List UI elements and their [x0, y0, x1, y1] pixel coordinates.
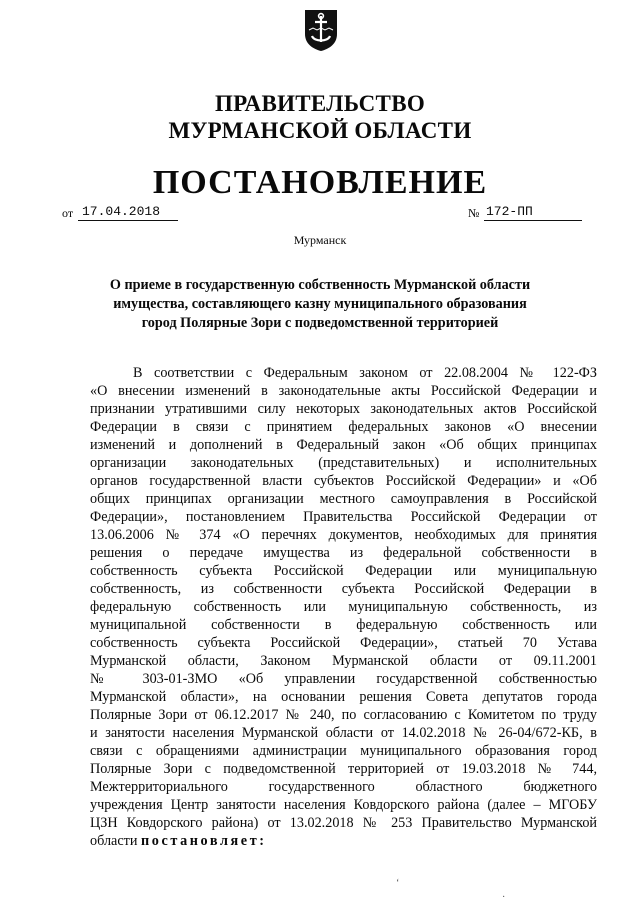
scan-speck: ‘: [396, 878, 400, 889]
body-line: федеральную собственность или муниципальную собственность, из: [90, 599, 597, 615]
closing-prefix: области: [90, 833, 141, 849]
coat-of-arms-icon: [303, 8, 339, 52]
subject-line: О приеме в государственную собственность Мурманской области: [109, 277, 531, 293]
document-type-title: ПОСТАНОВЛЕНИЕ: [152, 164, 488, 201]
body-line: ЦЗН Ковдорского района) от 13.02.2018 № 253 Правительство Мурманской: [90, 815, 597, 831]
body-line: органов государственной власти субъектов Российской Федерации» и «Об: [90, 473, 597, 489]
document-number: 172-ПП: [484, 204, 582, 221]
body-line: Полярные Зори с подведомственной территорией от 19.03.2018 № 744,: [90, 761, 597, 777]
body-line: муниципальной собственности в федеральную собственность или: [90, 617, 597, 633]
org-name-line2: МУРМАНСКОЙ ОБЛАСТИ: [168, 118, 472, 143]
body-line: Федерации в связи с принятием федеральных законов «О внесении: [90, 419, 597, 435]
body-line: 13.06.2006 № 374 «О перечнях документов, необходимых для принятия: [90, 527, 597, 543]
number-prefix: №: [468, 206, 480, 220]
body-line: связи с обращениями администрации муниципального образования город: [90, 743, 597, 759]
body-line: № 303-01-ЗМО «Об управлении государственной собственностью: [90, 671, 597, 687]
body-line: общих принципах организации местного самоуправления в Российской: [90, 491, 597, 507]
body-line: и занятости населения Мурманской области от 14.02.2018 № 26-04/672-КБ, в: [90, 725, 597, 741]
body-line: «О внесении изменений в законодательные акты Российской Федерации и: [90, 383, 597, 399]
date-prefix: от: [62, 206, 74, 220]
body-line: Межтерриториального государственного областного бюджетного: [90, 779, 597, 795]
scan-speck: ·: [502, 892, 506, 903]
org-name-line1: ПРАВИТЕЛЬСТВО: [214, 91, 426, 116]
body-line: собственность субъекта Российской Федерации или муниципальную: [90, 563, 597, 579]
body-line: собственность, из собственности субъекта Российской Федерации в: [90, 581, 597, 597]
document-date: 17.04.2018: [78, 204, 178, 221]
body-line: Мурманской области», на основании решения Совета депутатов города: [90, 689, 597, 705]
body-line: решения о передаче имущества из федеральной собственности в: [90, 545, 597, 561]
resolution-word: постановляет:: [140, 833, 267, 849]
body-line: Полярные Зори от 06.12.2017 № 240, по согласованию с Комитетом по труду: [90, 707, 597, 723]
body-line: Мурманской области, Законом Мурманской области от 09.11.2001: [90, 653, 597, 669]
body-line: В соответствии с Федеральным законом от 22.08.2004 № 122-ФЗ: [133, 365, 597, 381]
subject-line: город Полярные Зори с подведомственной территорией: [141, 315, 499, 331]
body-line: изменений и дополнений в Федеральный закон «Об общих принципах: [90, 437, 597, 453]
body-closing-line: [90, 832, 597, 850]
subject-line: имущества, составляющего казну муниципального образования: [113, 296, 527, 312]
body-line: признании утратившими силу некоторых законодательных актов Российской: [90, 401, 597, 417]
body-line: организации законодательных (представительных) и исполнительных: [90, 455, 597, 471]
body-line: Федерации», постановлением Правительства Российской Федерации от: [90, 509, 597, 525]
city-name: Мурманск: [293, 233, 347, 247]
body-line: учреждения Центр занятости населения Ковдорского района (далее – МГОБУ: [90, 797, 597, 813]
body-line: собственность субъекта Российской Федерации», статьей 70 Устава: [90, 635, 597, 651]
